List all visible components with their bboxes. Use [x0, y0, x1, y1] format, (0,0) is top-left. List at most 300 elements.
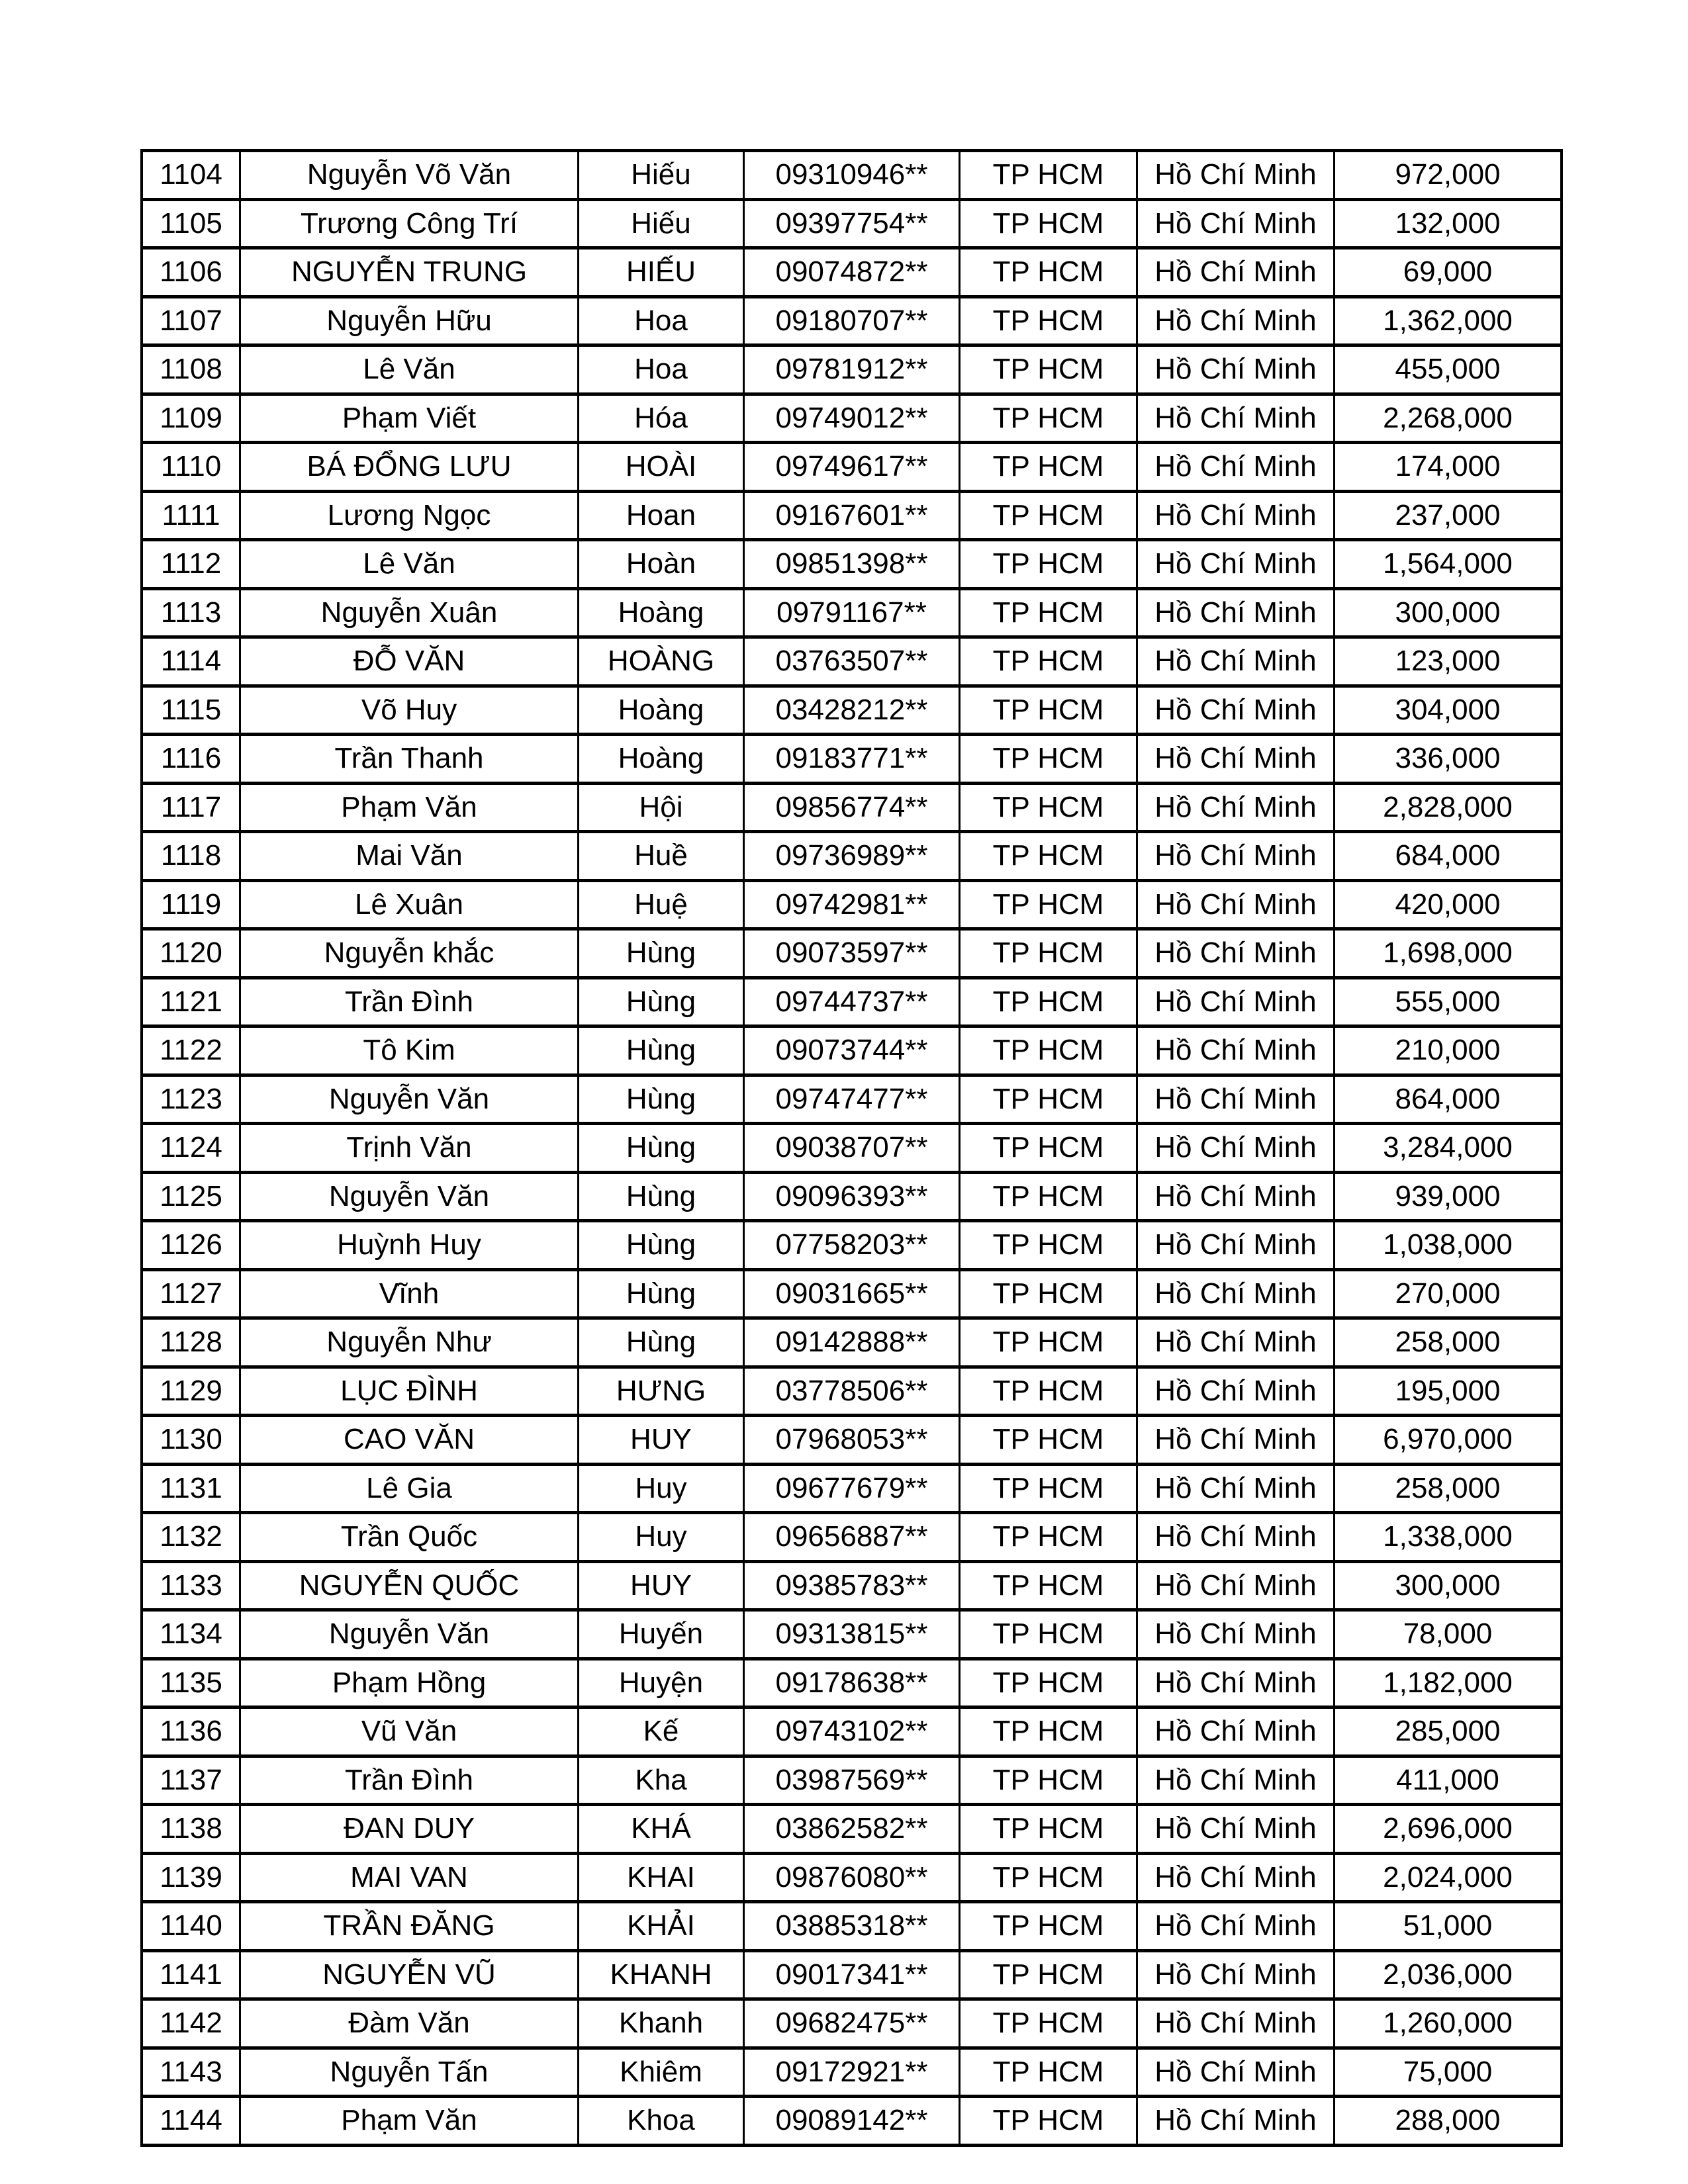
table-row — [142, 1950, 1562, 1999]
table-row — [142, 588, 1562, 637]
table-row — [142, 2097, 1562, 2146]
cell-province: Hồ Chí Minh — [1137, 588, 1335, 637]
cell-last-name: Lê Văn — [240, 540, 579, 589]
cell-last-name: Trần Quốc — [240, 1513, 579, 1562]
table-row — [142, 1221, 1562, 1270]
cell-last-name: BÁ ĐỔNG LƯU — [240, 443, 579, 492]
cell-province: Hồ Chí Minh — [1137, 1124, 1335, 1173]
cell-first-name: Hoan — [579, 491, 744, 540]
cell-first-name: KHAI — [579, 1853, 744, 1902]
table-row — [142, 1075, 1562, 1124]
cell-first-name: Hoàng — [579, 588, 744, 637]
table-row — [142, 1610, 1562, 1659]
cell-area: TP HCM — [960, 1853, 1137, 1902]
cell-amount: 51,000 — [1335, 1902, 1562, 1951]
cell-amount: 3,284,000 — [1335, 1124, 1562, 1173]
cell-province: Hồ Chí Minh — [1137, 880, 1335, 929]
cell-first-name: Hùng — [579, 1221, 744, 1270]
cell-last-name: LỤC ĐÌNH — [240, 1367, 579, 1416]
cell-amount: 300,000 — [1335, 1561, 1562, 1610]
cell-phone-masked: 09677679** — [744, 1464, 960, 1513]
cell-phone-masked: 07758203** — [744, 1221, 960, 1270]
cell-last-name: NGUYỄN QUỐC — [240, 1561, 579, 1610]
cell-province: Hồ Chí Minh — [1137, 443, 1335, 492]
cell-province: Hồ Chí Minh — [1137, 491, 1335, 540]
cell-first-name: Hoàng — [579, 686, 744, 735]
cell-province: Hồ Chí Minh — [1137, 199, 1335, 248]
cell-amount: 132,000 — [1335, 199, 1562, 248]
cell-province: Hồ Chí Minh — [1137, 1172, 1335, 1221]
cell-province: Hồ Chí Minh — [1137, 2048, 1335, 2097]
cell-last-name: Phạm Viết — [240, 394, 579, 443]
cell-amount: 69,000 — [1335, 248, 1562, 297]
cell-row-id: 1118 — [142, 832, 240, 881]
cell-area: TP HCM — [960, 296, 1137, 345]
cell-row-id: 1128 — [142, 1318, 240, 1367]
table-row — [142, 443, 1562, 492]
cell-area: TP HCM — [960, 1561, 1137, 1610]
cell-row-id: 1132 — [142, 1513, 240, 1562]
cell-last-name: Lương Ngọc — [240, 491, 579, 540]
cell-province: Hồ Chí Minh — [1137, 735, 1335, 784]
cell-phone-masked: 09031665** — [744, 1269, 960, 1318]
cell-area: TP HCM — [960, 1172, 1137, 1221]
cell-phone-masked: 09017341** — [744, 1950, 960, 1999]
cell-row-id: 1109 — [142, 394, 240, 443]
cell-amount: 174,000 — [1335, 443, 1562, 492]
cell-row-id: 1113 — [142, 588, 240, 637]
cell-area: TP HCM — [960, 1999, 1137, 2048]
cell-amount: 2,036,000 — [1335, 1950, 1562, 1999]
cell-province: Hồ Chí Minh — [1137, 637, 1335, 686]
table-row — [142, 2048, 1562, 2097]
cell-last-name: Trịnh Văn — [240, 1124, 579, 1173]
cell-row-id: 1120 — [142, 929, 240, 978]
cell-province: Hồ Chí Minh — [1137, 832, 1335, 881]
cell-phone-masked: 09747477** — [744, 1075, 960, 1124]
table-row — [142, 1659, 1562, 1707]
cell-last-name: Trần Đình — [240, 1756, 579, 1805]
cell-phone-masked: 03885318** — [744, 1902, 960, 1951]
cell-row-id: 1122 — [142, 1026, 240, 1075]
cell-last-name: Huỳnh Huy — [240, 1221, 579, 1270]
cell-phone-masked: 09180707** — [744, 296, 960, 345]
cell-province: Hồ Chí Minh — [1137, 151, 1335, 200]
table-row — [142, 1172, 1562, 1221]
cell-last-name: Mai Văn — [240, 832, 579, 881]
cell-phone-masked: 09313815** — [744, 1610, 960, 1659]
cell-phone-masked: 09167601** — [744, 491, 960, 540]
cell-phone-masked: 03862582** — [744, 1805, 960, 1854]
cell-row-id: 1135 — [142, 1659, 240, 1707]
table-row — [142, 1805, 1562, 1854]
cell-row-id: 1144 — [142, 2097, 240, 2146]
table-row — [142, 978, 1562, 1026]
cell-last-name: ĐAN DUY — [240, 1805, 579, 1854]
cell-province: Hồ Chí Minh — [1137, 1318, 1335, 1367]
cell-first-name: HUY — [579, 1561, 744, 1610]
cell-area: TP HCM — [960, 248, 1137, 297]
cell-first-name: Huyện — [579, 1659, 744, 1707]
cell-last-name: Nguyễn Tấn — [240, 2048, 579, 2097]
cell-first-name: Hùng — [579, 1318, 744, 1367]
table-row — [142, 248, 1562, 297]
cell-province: Hồ Chí Minh — [1137, 248, 1335, 297]
cell-row-id: 1134 — [142, 1610, 240, 1659]
cell-last-name: Nguyễn Văn — [240, 1075, 579, 1124]
cell-province: Hồ Chí Minh — [1137, 1853, 1335, 1902]
cell-row-id: 1137 — [142, 1756, 240, 1805]
cell-row-id: 1143 — [142, 2048, 240, 2097]
cell-phone-masked: 09073597** — [744, 929, 960, 978]
cell-phone-masked: 09310946** — [744, 151, 960, 200]
cell-first-name: HUY — [579, 1416, 744, 1465]
cell-last-name: ĐỖ VĂN — [240, 637, 579, 686]
cell-province: Hồ Chí Minh — [1137, 1659, 1335, 1707]
cell-amount: 684,000 — [1335, 832, 1562, 881]
cell-first-name: Hoàng — [579, 735, 744, 784]
cell-amount: 1,338,000 — [1335, 1513, 1562, 1562]
cell-row-id: 1111 — [142, 491, 240, 540]
cell-area: TP HCM — [960, 1026, 1137, 1075]
table-row — [142, 394, 1562, 443]
cell-row-id: 1115 — [142, 686, 240, 735]
cell-phone-masked: 03763507** — [744, 637, 960, 686]
cell-phone-masked: 09074872** — [744, 248, 960, 297]
cell-area: TP HCM — [960, 1464, 1137, 1513]
cell-amount: 1,698,000 — [1335, 929, 1562, 978]
cell-area: TP HCM — [960, 1659, 1137, 1707]
cell-amount: 1,038,000 — [1335, 1221, 1562, 1270]
cell-first-name: Huy — [579, 1513, 744, 1562]
cell-area: TP HCM — [960, 1318, 1137, 1367]
cell-area: TP HCM — [960, 540, 1137, 589]
table-row — [142, 929, 1562, 978]
cell-first-name: Hiếu — [579, 151, 744, 200]
cell-area: TP HCM — [960, 1075, 1137, 1124]
cell-row-id: 1133 — [142, 1561, 240, 1610]
cell-first-name: Kha — [579, 1756, 744, 1805]
cell-first-name: Huy — [579, 1464, 744, 1513]
cell-last-name: Phạm Hồng — [240, 1659, 579, 1707]
cell-first-name: Hùng — [579, 929, 744, 978]
cell-last-name: Lê Xuân — [240, 880, 579, 929]
cell-phone-masked: 09172921** — [744, 2048, 960, 2097]
cell-first-name: Huệ — [579, 880, 744, 929]
table-body — [142, 151, 1562, 2146]
cell-last-name: Lê Văn — [240, 345, 579, 394]
cell-first-name: Hùng — [579, 1075, 744, 1124]
cell-first-name: HIẾU — [579, 248, 744, 297]
cell-province: Hồ Chí Minh — [1137, 783, 1335, 832]
cell-row-id: 1105 — [142, 199, 240, 248]
cell-amount: 555,000 — [1335, 978, 1562, 1026]
cell-first-name: HƯNG — [579, 1367, 744, 1416]
cell-amount: 75,000 — [1335, 2048, 1562, 2097]
cell-amount: 270,000 — [1335, 1269, 1562, 1318]
cell-area: TP HCM — [960, 1902, 1137, 1951]
cell-row-id: 1108 — [142, 345, 240, 394]
cell-province: Hồ Chí Minh — [1137, 1756, 1335, 1805]
cell-last-name: Nguyễn Hữu — [240, 296, 579, 345]
cell-province: Hồ Chí Minh — [1137, 296, 1335, 345]
cell-last-name: Nguyễn khắc — [240, 929, 579, 978]
cell-last-name: Võ Huy — [240, 686, 579, 735]
cell-last-name: NGUYỄN TRUNG — [240, 248, 579, 297]
cell-row-id: 1140 — [142, 1902, 240, 1951]
cell-row-id: 1110 — [142, 443, 240, 492]
cell-area: TP HCM — [960, 783, 1137, 832]
cell-phone-masked: 09744737** — [744, 978, 960, 1026]
cell-province: Hồ Chí Minh — [1137, 345, 1335, 394]
cell-row-id: 1119 — [142, 880, 240, 929]
cell-amount: 195,000 — [1335, 1367, 1562, 1416]
table-row — [142, 1416, 1562, 1465]
cell-province: Hồ Chí Minh — [1137, 1805, 1335, 1854]
cell-first-name: Khanh — [579, 1999, 744, 2048]
table-row — [142, 199, 1562, 248]
cell-amount: 210,000 — [1335, 1026, 1562, 1075]
table-row — [142, 491, 1562, 540]
table-row — [142, 1513, 1562, 1562]
cell-phone-masked: 03428212** — [744, 686, 960, 735]
cell-phone-masked: 09089142** — [744, 2097, 960, 2146]
cell-first-name: Hoa — [579, 345, 744, 394]
table-row — [142, 296, 1562, 345]
cell-last-name: Phạm Văn — [240, 783, 579, 832]
cell-province: Hồ Chí Minh — [1137, 686, 1335, 735]
cell-area: TP HCM — [960, 491, 1137, 540]
cell-amount: 1,260,000 — [1335, 1999, 1562, 2048]
cell-area: TP HCM — [960, 1610, 1137, 1659]
cell-row-id: 1131 — [142, 1464, 240, 1513]
cell-area: TP HCM — [960, 735, 1137, 784]
cell-phone-masked: 09183771** — [744, 735, 960, 784]
cell-area: TP HCM — [960, 1124, 1137, 1173]
table-row — [142, 880, 1562, 929]
cell-row-id: 1126 — [142, 1221, 240, 1270]
cell-province: Hồ Chí Minh — [1137, 1902, 1335, 1951]
cell-province: Hồ Chí Minh — [1137, 1416, 1335, 1465]
cell-row-id: 1112 — [142, 540, 240, 589]
table-row — [142, 735, 1562, 784]
cell-area: TP HCM — [960, 929, 1137, 978]
cell-province: Hồ Chí Minh — [1137, 1075, 1335, 1124]
cell-phone-masked: 09749617** — [744, 443, 960, 492]
cell-province: Hồ Chí Minh — [1137, 1610, 1335, 1659]
cell-row-id: 1136 — [142, 1707, 240, 1756]
cell-row-id: 1107 — [142, 296, 240, 345]
cell-amount: 285,000 — [1335, 1707, 1562, 1756]
cell-first-name: HOÀNG — [579, 637, 744, 686]
table-row — [142, 686, 1562, 735]
cell-phone-masked: 09743102** — [744, 1707, 960, 1756]
cell-area: TP HCM — [960, 588, 1137, 637]
cell-row-id: 1123 — [142, 1075, 240, 1124]
cell-province: Hồ Chí Minh — [1137, 540, 1335, 589]
table-row — [142, 1464, 1562, 1513]
cell-area: TP HCM — [960, 1707, 1137, 1756]
cell-province: Hồ Chí Minh — [1137, 929, 1335, 978]
cell-row-id: 1130 — [142, 1416, 240, 1465]
cell-last-name: Nguyễn Võ Văn — [240, 151, 579, 200]
table-row — [142, 345, 1562, 394]
cell-amount: 411,000 — [1335, 1756, 1562, 1805]
cell-area: TP HCM — [960, 1416, 1137, 1465]
cell-area: TP HCM — [960, 686, 1137, 735]
table-row — [142, 832, 1562, 881]
cell-phone-masked: 09791167** — [744, 588, 960, 637]
cell-province: Hồ Chí Minh — [1137, 1561, 1335, 1610]
cell-row-id: 1116 — [142, 735, 240, 784]
cell-amount: 972,000 — [1335, 151, 1562, 200]
cell-province: Hồ Chí Minh — [1137, 2097, 1335, 2146]
cell-last-name: Nguyễn Văn — [240, 1172, 579, 1221]
cell-phone-masked: 09385783** — [744, 1561, 960, 1610]
cell-first-name: KHẢI — [579, 1902, 744, 1951]
cell-amount: 288,000 — [1335, 2097, 1562, 2146]
cell-row-id: 1104 — [142, 151, 240, 200]
cell-phone-masked: 09096393** — [744, 1172, 960, 1221]
cell-area: TP HCM — [960, 1950, 1137, 1999]
cell-area: TP HCM — [960, 1367, 1137, 1416]
cell-row-id: 1121 — [142, 978, 240, 1026]
cell-last-name: Vĩnh — [240, 1269, 579, 1318]
cell-first-name: Hiếu — [579, 199, 744, 248]
cell-first-name: Hùng — [579, 1124, 744, 1173]
cell-area: TP HCM — [960, 978, 1137, 1026]
cell-province: Hồ Chí Minh — [1137, 394, 1335, 443]
table-row — [142, 1756, 1562, 1805]
table-row — [142, 1853, 1562, 1902]
cell-province: Hồ Chí Minh — [1137, 1513, 1335, 1562]
cell-province: Hồ Chí Minh — [1137, 1026, 1335, 1075]
cell-area: TP HCM — [960, 1513, 1137, 1562]
table-row — [142, 783, 1562, 832]
cell-amount: 2,696,000 — [1335, 1805, 1562, 1854]
table-row — [142, 1902, 1562, 1951]
cell-first-name: Hoa — [579, 296, 744, 345]
cell-last-name: Trần Thanh — [240, 735, 579, 784]
cell-first-name: Hùng — [579, 1172, 744, 1221]
table-row — [142, 637, 1562, 686]
cell-row-id: 1139 — [142, 1853, 240, 1902]
cell-area: TP HCM — [960, 1805, 1137, 1854]
cell-phone-masked: 09749012** — [744, 394, 960, 443]
cell-area: TP HCM — [960, 1221, 1137, 1270]
cell-first-name: Khoa — [579, 2097, 744, 2146]
cell-row-id: 1124 — [142, 1124, 240, 1173]
cell-last-name: Nguyễn Xuân — [240, 588, 579, 637]
cell-phone-masked: 09682475** — [744, 1999, 960, 2048]
cell-province: Hồ Chí Minh — [1137, 1269, 1335, 1318]
cell-phone-masked: 09851398** — [744, 540, 960, 589]
cell-amount: 939,000 — [1335, 1172, 1562, 1221]
cell-province: Hồ Chí Minh — [1137, 1367, 1335, 1416]
cell-first-name: KHANH — [579, 1950, 744, 1999]
cell-province: Hồ Chí Minh — [1137, 1950, 1335, 1999]
cell-last-name: Đàm Văn — [240, 1999, 579, 2048]
cell-row-id: 1125 — [142, 1172, 240, 1221]
table-row — [142, 151, 1562, 200]
cell-amount: 864,000 — [1335, 1075, 1562, 1124]
cell-amount: 1,362,000 — [1335, 296, 1562, 345]
cell-first-name: HOÀI — [579, 443, 744, 492]
cell-amount: 2,024,000 — [1335, 1853, 1562, 1902]
cell-amount: 304,000 — [1335, 686, 1562, 735]
cell-phone-masked: 09397754** — [744, 199, 960, 248]
cell-phone-masked: 09876080** — [744, 1853, 960, 1902]
table-row — [142, 1026, 1562, 1075]
table-row — [142, 1707, 1562, 1756]
cell-province: Hồ Chí Minh — [1137, 1999, 1335, 2048]
cell-area: TP HCM — [960, 2048, 1137, 2097]
cell-last-name: Tô Kim — [240, 1026, 579, 1075]
cell-row-id: 1106 — [142, 248, 240, 297]
cell-amount: 336,000 — [1335, 735, 1562, 784]
cell-last-name: Trần Đình — [240, 978, 579, 1026]
cell-phone-masked: 09178638** — [744, 1659, 960, 1707]
table-row — [142, 540, 1562, 589]
cell-amount: 300,000 — [1335, 588, 1562, 637]
table-row — [142, 1999, 1562, 2048]
cell-row-id: 1142 — [142, 1999, 240, 2048]
cell-area: TP HCM — [960, 443, 1137, 492]
cell-area: TP HCM — [960, 880, 1137, 929]
cell-first-name: KHÁ — [579, 1805, 744, 1854]
cell-last-name: Vũ Văn — [240, 1707, 579, 1756]
cell-first-name: Khiêm — [579, 2048, 744, 2097]
cell-phone-masked: 03778506** — [744, 1367, 960, 1416]
cell-last-name: TRẦN ĐĂNG — [240, 1902, 579, 1951]
cell-phone-masked: 09073744** — [744, 1026, 960, 1075]
cell-province: Hồ Chí Minh — [1137, 1707, 1335, 1756]
cell-last-name: Lê Gia — [240, 1464, 579, 1513]
cell-first-name: Kế — [579, 1707, 744, 1756]
cell-amount: 420,000 — [1335, 880, 1562, 929]
cell-phone-masked: 09142888** — [744, 1318, 960, 1367]
table-row — [142, 1124, 1562, 1173]
cell-last-name: Phạm Văn — [240, 2097, 579, 2146]
table-row — [142, 1367, 1562, 1416]
cell-last-name: NGUYỄN VŨ — [240, 1950, 579, 1999]
cell-amount: 258,000 — [1335, 1464, 1562, 1513]
cell-last-name: Trương Công Trí — [240, 199, 579, 248]
cell-last-name: Nguyễn Văn — [240, 1610, 579, 1659]
cell-phone-masked: 09781912** — [744, 345, 960, 394]
cell-phone-masked: 09856774** — [744, 783, 960, 832]
recipients-table — [140, 149, 1563, 2147]
cell-province: Hồ Chí Minh — [1137, 1464, 1335, 1513]
cell-area: TP HCM — [960, 199, 1137, 248]
cell-province: Hồ Chí Minh — [1137, 1221, 1335, 1270]
cell-phone-masked: 07968053** — [744, 1416, 960, 1465]
cell-row-id: 1129 — [142, 1367, 240, 1416]
table-row — [142, 1318, 1562, 1367]
cell-area: TP HCM — [960, 2097, 1137, 2146]
table-row — [142, 1561, 1562, 1610]
cell-phone-masked: 03987569** — [744, 1756, 960, 1805]
cell-amount: 2,268,000 — [1335, 394, 1562, 443]
cell-area: TP HCM — [960, 151, 1137, 200]
cell-phone-masked: 09038707** — [744, 1124, 960, 1173]
cell-phone-masked: 09656887** — [744, 1513, 960, 1562]
table-row — [142, 1269, 1562, 1318]
cell-amount: 258,000 — [1335, 1318, 1562, 1367]
cell-area: TP HCM — [960, 832, 1137, 881]
cell-amount: 78,000 — [1335, 1610, 1562, 1659]
cell-phone-masked: 09736989** — [744, 832, 960, 881]
